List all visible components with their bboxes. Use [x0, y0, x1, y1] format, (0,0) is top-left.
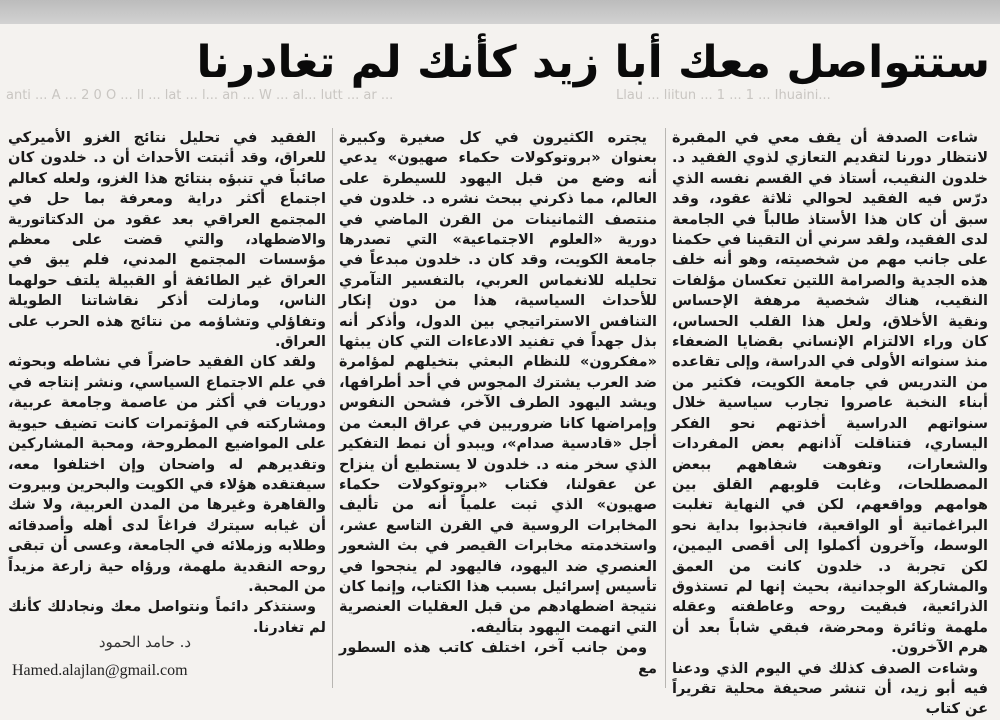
paragraph: وسنتذكر دائماً ونتواصل معك ونجادلك كأنك لم تغادرنا.	[8, 599, 326, 636]
author-email: Hamed.alajlan@gmail.com	[12, 662, 188, 679]
article-column-right	[672, 128, 988, 718]
paragraph: وشاءت الصدف كذلك في اليوم الذي ودعنا فيه أبو زيد، أن تنشر صحيفة محلية تقريراً عن كتاب	[672, 660, 988, 718]
column-divider	[332, 128, 333, 688]
article-headline: ستتواصل معك أبا زيد كأنك لم تغادرنا	[196, 37, 990, 88]
article-column-middle	[339, 128, 657, 677]
paragraph: ومن جانب آخر، اختلف كاتب هذه السطور مع	[339, 640, 657, 677]
bleed-through-text-right: Llau ... liitun ... 1 ... 1 ... Ihuaini...	[616, 88, 831, 103]
bleed-through-text-left: anti ... A ... 2 0 O ... ll ... lat ... l... an ... W ... al... lutt ... ar ...	[6, 88, 394, 103]
paragraph: شاءت الصدفة أن يقف معي في المقبرة لانتظار دورنا لتقديم التعازي لذوي الفقيد د. خلدون النقيب، أستاذ في القسم نفسه الذي درّس فيه الفقيد لحوالي ثلاثة عقود، وقد سبق أن كان هذا الأستاذ طالباً في الجامعة لدى الفقيد، ولقد سرني أن التقينا في حكمنا على جانب مهم من شخصيته، وهو أنه خلف هذه الجدية والصرامة اللتين تعكسان مؤلفات النقيب، هناك شخصية مرهفة الإحساس ونقية الأخلاق، ولعل هذا القلب الحساس، كان وراء الالتزام الإنساني بقضايا الضعفاء منذ سنواته الأولى في الدراسة، وإلى تقاعده من التدريس في جامعة الكويت، فكثير من أبناء النخبة عاصروا تجارب سياسية خلال سنواتهم الدراسية أخذتهم نحو الفكر اليساري، فتناقلت آذانهم بعض المفردات والشعارات، وتفوهت شفاههم ببعض المصطلحات، وغابت قلوبهم القلق بين هوامهم وواقعهم، لكن في النهاية تغلبت البراغماتية أو الواقعية، فانجذبوا بداية نحو الوسط، وآخرون أكملوا إلى أقصى اليمين، لكن تجربة د. خلدون كانت من العمق والمشاركة الوجدانية، بحيث إنها لم تستذوق الذرائعية، فبقيت روحه وعاطفته وعقله ملهمة وثائرة ومحرضة، فبقي شاباً بعد أن هرم الآخرون.	[672, 130, 988, 657]
column-divider	[665, 128, 666, 688]
top-gray-band	[0, 0, 1000, 24]
author-signature: د. حامد الحمود	[98, 633, 192, 651]
paragraph: يجتره الكثيرون في كل صغيرة وكبيرة بعنوان «بروتوكولات حكماء صهيون» يدعي أنه وضع من قبل اليهود للسيطرة على العالم، مما ذكرني ببحث نشره د. خلدون في منتصف الثمانينات من القرن الماضي في دورية «العلوم الاجتماعية» التي تصدرها جامعة الكويت، وقد كان د. خلدون مبدعاً في تحليله للانغماس العربي، بالتفسير التآمري للأحداث السياسية، هذا من دون إنكار التنافس الاستراتيجي بين الدول، وأذكر أنه بذل جهداً في تفنيد الادعاءات التي كان يبثها «مفكرون» للنظام البعثي بتخيلهم لمؤامرة ضد العرب يشترك المجوس في أحد أطرافها، ويشد اليهود الطرف الآخر، فشحن النفوس وإمراضها كانا ضروريين في عراق البعث من أجل «قادسية صدام»، ويبدو أن نمط التفكير الذي سخر منه د. خلدون لا يستطيع أن ينزاح عن عقولنا، فكتاب «بروتوكولات حكماء صهيون» الذي ثبت علمياً أنه من تأليف المخابرات الروسية في القرن التاسع عشر، واستخدمته مخابرات القيصر في بث الشعور العنصري ضد اليهود، فاليهود لم ينجحوا في تأسيس إسرائيل بسبب هذا الكتاب، وإنما كان نتيجة اضطهادهم من قبل العقليات العنصرية التي اتهمت اليهود بتأليفه.	[339, 130, 657, 636]
paragraph: الفقيد في تحليل نتائج الغزو الأميركي للعراق، وقد أثبتت الأحداث أن د. خلدون كان صائباً في تنبؤه بنتائج هذا الغزو، ولعله كعالم اجتماع أكثر دراية ومعرفة بما حل في المجتمع العراقي بعد عقود من الدكتاتورية والاضطهاد، والتي قضت على معظم مؤسسات المجتمع المدني، فلم يبق في العراق غير الطائفة أو القبيلة يلتف حولهما الناس، ومازلت أذكر نقاشاتنا الطويلة وتفاؤلي وتشاؤمه من نتائج هذه الحرب على العراق.	[8, 130, 326, 351]
article-column-left	[8, 128, 326, 636]
paragraph: ولقد كان الفقيد حاضراً في نشاطه وبحوثه في علم الاجتماع السياسي، ونشر إنتاجه في دوريات في أكثر من عاصمة وجامعة عربية، ومشاركته في المؤتمرات كانت تضيف حيوية على المواضيع المطروحة، ومحبة المشاركين وتقديرهم له واضحان وإن اختلفوا معه، سيفتقده هؤلاء في الكويت والبحرين وبيروت والقاهرة وغيرها من المدن العربية، ولا شك أن غيابه سيترك فراغاً لدى أهله وأصدقائه وطلابه وزملائه في الجامعة، وعسى أن تبقى روحه النقدية ملهمة، ورؤاه حية زارعة مزيداً من المحبة.	[8, 354, 326, 595]
